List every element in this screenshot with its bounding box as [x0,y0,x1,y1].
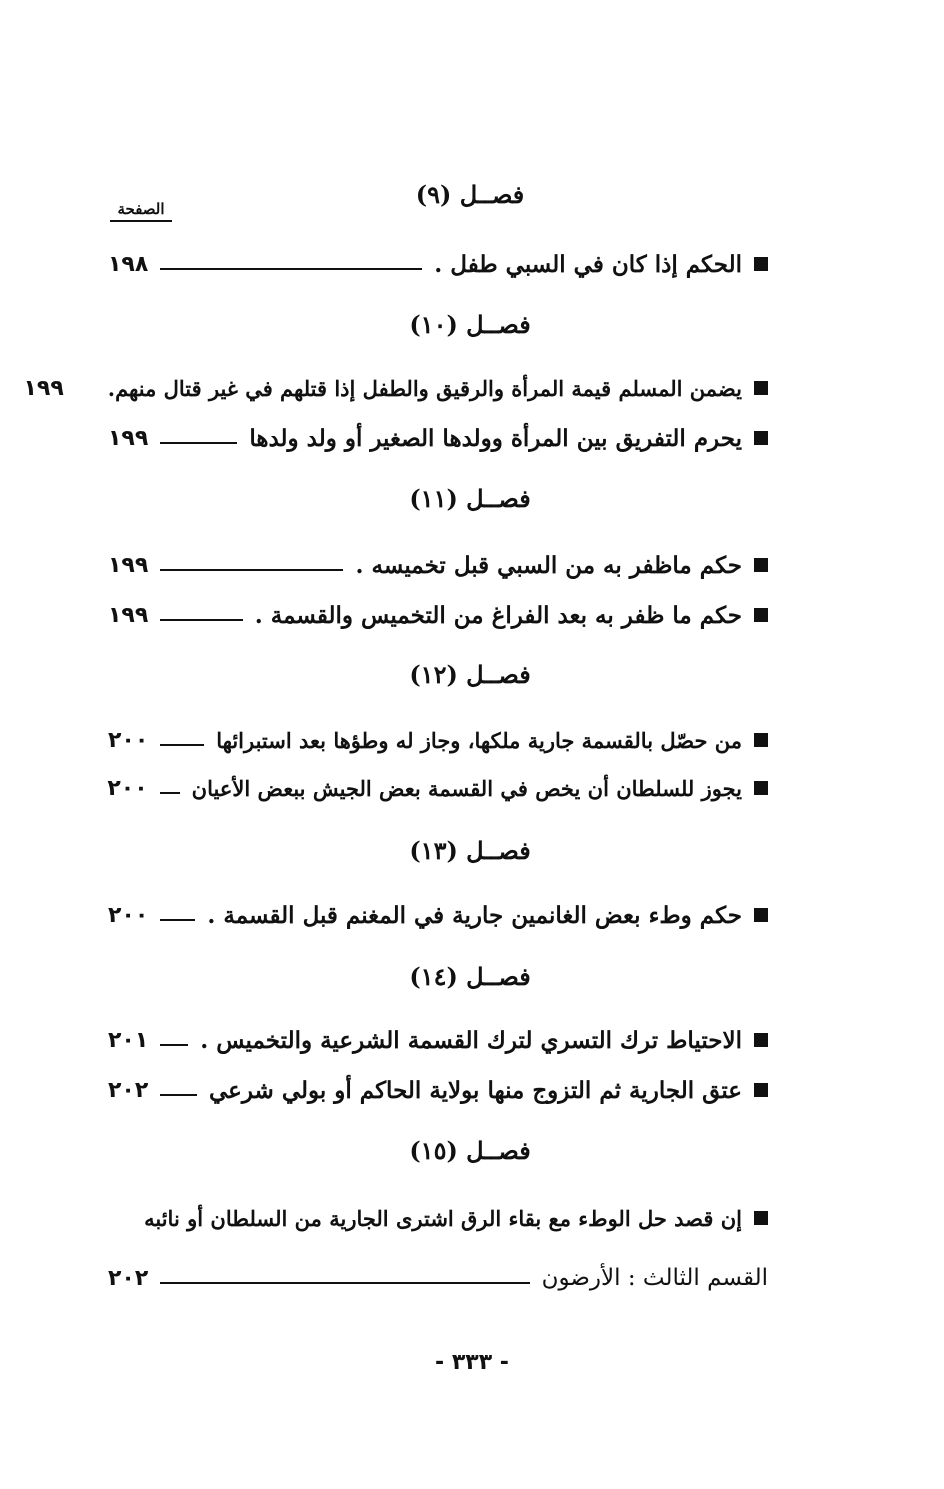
leader-line [160,442,237,444]
toc-entry [108,895,768,935]
leader-line [160,619,242,621]
square-bullet-icon [754,381,768,395]
square-bullet-icon [754,1033,768,1047]
entry-text: يجوز للسلطان أن يخص في القسمة بعض الجيش ببعض الأعيان [191,775,742,801]
toc-entry [108,1020,768,1060]
section-heading: فصــل (١٣) [409,836,531,865]
toc-entry [108,545,768,585]
square-bullet-icon [754,431,768,445]
entry-text: يحرم التفريق بين المرأة وولدها الصغير أو ولد ولدها [249,424,742,452]
leader-line [160,268,422,270]
entry-page-number: ١٩٨ [108,251,149,277]
leader-line [160,1282,529,1284]
leader-line [160,569,343,571]
square-bullet-icon [754,257,768,271]
toc-entry [108,720,768,760]
part-entry [108,1258,768,1298]
entry-text: من حصّل بالقسمة جارية ملكها، وجاز له وطؤها بعد استبرائها [216,727,742,753]
entry-text: حكم ما ظفر به بعد الفراغ من التخميس والقسمة . [254,601,742,629]
entry-text: حكم وطء بعض الغانمين جارية في المغنم قبل القسمة . [207,901,742,929]
leader-line [160,744,204,746]
section-heading: فصــل (١١) [409,484,531,513]
square-bullet-icon [754,781,768,795]
square-bullet-icon [754,1083,768,1097]
entry-page-number: ١٩٩ [23,375,64,401]
entry-page-number: ٢٠١ [108,1027,149,1053]
part-entry-text: القسم الثالث : الأرضون [541,1265,768,1291]
entry-page-number: ٢٠٢ [108,1265,149,1291]
section-heading: فصــل (١٤) [409,962,531,991]
toc-entry [108,595,768,635]
entry-text: الاحتياط ترك التسري لترك القسمة الشرعية والتخميس . [200,1026,742,1054]
leader-line [160,1044,188,1046]
entry-page-number: ٢٠٠ [107,775,148,801]
entry-page-number: ٢٠٠ [108,727,149,753]
entry-page-number: ١٩٩ [108,552,149,578]
square-bullet-icon [754,608,768,622]
square-bullet-icon [754,733,768,747]
entry-text: حكم ماظفر به من السبي قبل تخميسه . [355,551,742,579]
section-heading: فصــل (١٠) [409,310,531,339]
toc-entry [108,768,768,808]
square-bullet-icon [754,908,768,922]
section-heading: فصــل (٩) [415,180,525,209]
entry-text: الحكم إذا كان في السبي طفل . [434,250,742,278]
leader-line [160,919,195,921]
toc-entry [23,368,768,408]
square-bullet-icon [754,1211,768,1225]
leader-line [160,1094,197,1096]
section-heading: فصــل (١٥) [409,1136,531,1165]
square-bullet-icon [754,558,768,572]
entry-text: إن قصد حل الوطء مع بقاء الرق اشترى الجارية من السلطان أو نائبه [144,1205,742,1231]
entry-text: عتق الجارية ثم التزوج منها بولاية الحاكم أو بولي شرعي [208,1076,742,1104]
section-heading: فصــل (١٢) [409,660,531,689]
entry-page-number: ١٩٩ [108,602,149,628]
toc-entry [108,1070,768,1110]
toc-entry [108,244,768,284]
entry-text: يضمن المسلم قيمة المرأة والرقيق والطفل إذا قتلهم في غير قتال منهم. [107,375,742,401]
entry-page-number: ٢٠٠ [108,902,149,928]
footer-page-number: - ٣٣٣ - [435,1350,509,1375]
entry-page-number: ١٩٩ [108,425,149,451]
toc-entry [108,418,768,458]
entry-page-number: ٢٠٢ [108,1077,149,1103]
toc-entry [108,1198,768,1238]
leader-line [160,792,180,794]
page-column-label: الصفحة [110,200,172,222]
